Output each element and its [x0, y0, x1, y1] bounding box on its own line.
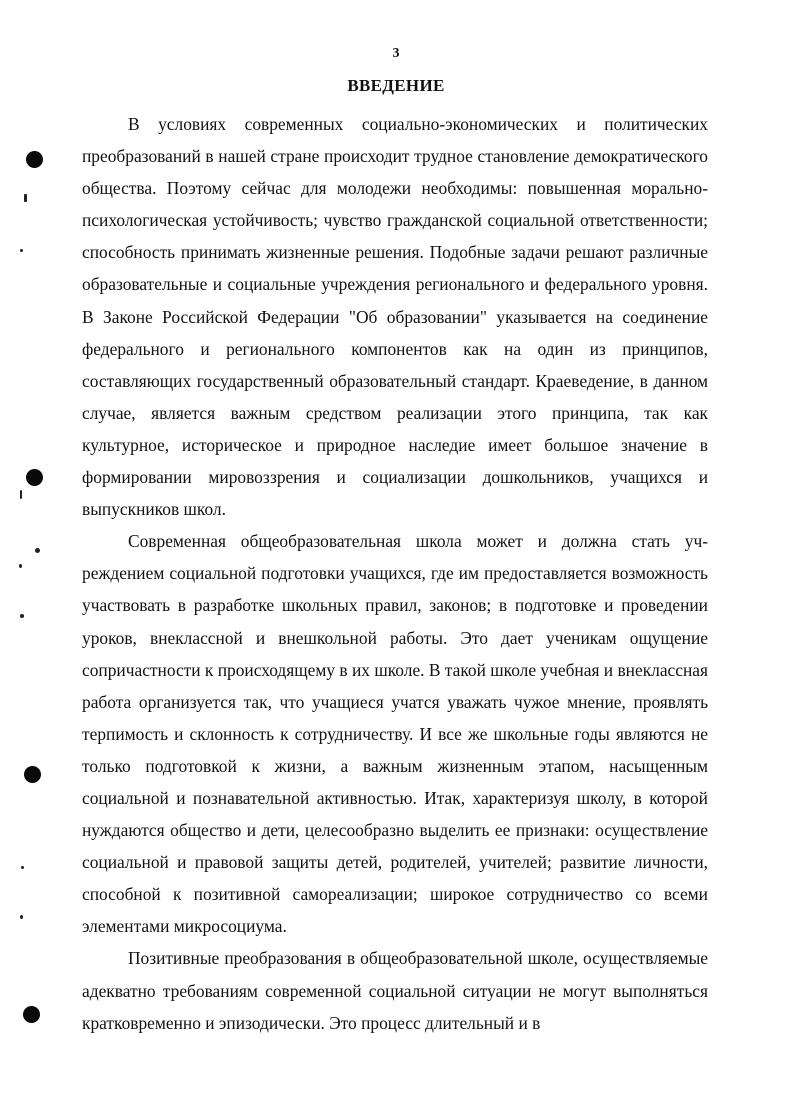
- scan-speck-icon: [20, 915, 23, 919]
- punch-hole-icon: [26, 469, 43, 486]
- scan-speck-icon: [20, 614, 24, 618]
- punch-hole-icon: [23, 1006, 40, 1023]
- punch-hole-icon: [26, 151, 43, 168]
- scan-speck-icon: [35, 548, 40, 553]
- page-title: ВВЕДЕНИЕ: [347, 76, 445, 95]
- page-number: 3: [392, 46, 400, 61]
- scan-speck-icon: [24, 194, 27, 202]
- document-body: [82, 108, 708, 1039]
- scan-speck-icon: [20, 249, 23, 252]
- paragraph-1: В условиях современных социально-экономических и политических преобразований в нашей стране происходит трудное становление демократического общества. Поэтому сейчас для молодежи необходимы: повышенная морально-психологическая устойчивость; чувство гражданской социальной ответственности; способность принимать жизненные решения. Подобные задачи решают различные образовательные и социальные учреждения регионального и федерального уровня. В Законе Российской Федерации "Об образовании" указывается на соединение федерального и регионального компонентов как на один из принципов, составляющих государственный образовательный стандарт. Краеведение, в данном случае, является важным средством реализации этого принципа, так как культурное, историческое и природное наследие имеет большое значение в формировании мировоззрения и социализации дошкольников, учащихся и выпускников школ.: [82, 114, 708, 520]
- scan-speck-icon: [19, 564, 22, 568]
- paragraph-2: Современная общеобразовательная школа может и должна стать учреждением социальной подготовки учащихся, где им предоставляется возможность участвовать в разработке школьных правил, законов; в подготовке и проведении уроков, внеклассной и внешкольной работы. Это дает ученикам ощущение сопричастности к происходящему в их школе. В такой школе учебная и внеклассная работа организуется так, что учащиеся учатся уважать чужое мнение, проявлять терпимость и склонность к сотрудничеству. И все же школьные годы являются не только подготовкой к жизни, а важным жизненным этапом, насыщенным социальной и познавательной активностью. Итак, характеризуя школу, в которой нуждаются общество и дети, целесообразно выделить ее признаки: осуществление социальной и правовой защиты детей, родителей, учителей; развитие личности, способной к позитивной самореализации; широкое сотрудничество со всеми элементами микросоциума.: [82, 531, 709, 937]
- scan-speck-icon: [20, 490, 22, 499]
- punch-hole-icon: [24, 766, 41, 783]
- scan-speck-icon: [21, 866, 24, 869]
- paragraph-3: Позитивные преобразования в общеобразовательной школе, осуществляемые адекватно требованиям современной социальной ситуации не могут выполняться кратковременно и эпизодически. Это процесс длительный и в: [82, 948, 708, 1033]
